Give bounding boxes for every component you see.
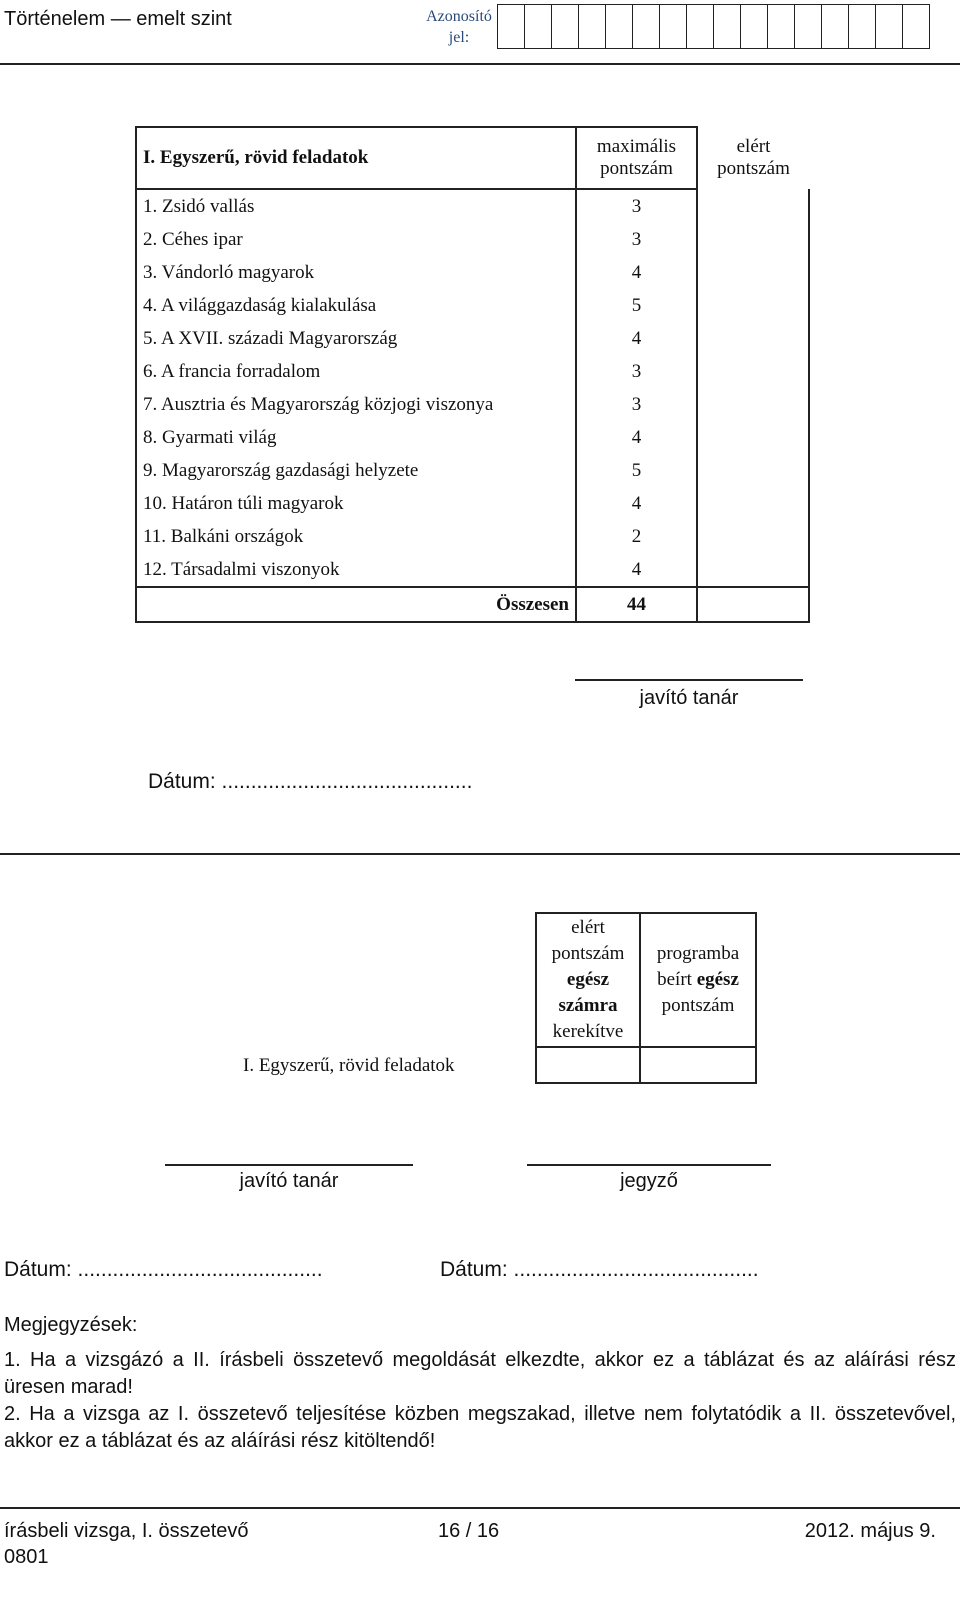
id-box[interactable] xyxy=(659,4,687,49)
footer-left xyxy=(4,1518,249,1570)
task-name: 5. A XVII. századi Magyarország xyxy=(136,322,576,355)
score-table-row xyxy=(136,289,809,322)
task-name: 6. A francia forradalom xyxy=(136,355,576,388)
id-box[interactable] xyxy=(551,4,579,49)
program-score-cell[interactable] xyxy=(640,1047,756,1083)
score-table-row xyxy=(136,487,809,520)
id-box[interactable] xyxy=(578,4,606,49)
total-max-score: 44 xyxy=(576,587,697,622)
task-achieved-score[interactable] xyxy=(697,487,809,520)
program-col-line3: pontszám xyxy=(661,995,735,1016)
task-name: 9. Magyarország gazdasági helyzete xyxy=(136,454,576,487)
task-name: 4. A világgazdaság kialakulása xyxy=(136,289,576,322)
task-max-score: 4 xyxy=(576,322,697,355)
id-boxes xyxy=(498,4,930,49)
score-table-header xyxy=(136,127,809,189)
date-field-notary[interactable]: Dátum: .......................................... xyxy=(440,1258,759,1281)
footer-divider xyxy=(0,1507,960,1509)
id-box[interactable] xyxy=(794,4,822,49)
score-table-row xyxy=(136,223,809,256)
task-max-score: 4 xyxy=(576,421,697,454)
id-box[interactable] xyxy=(902,4,930,49)
task-achieved-score[interactable] xyxy=(697,553,809,587)
col-max-line2: pontszám xyxy=(600,158,673,179)
notes xyxy=(4,1312,956,1455)
footer-date: 2012. május 9. xyxy=(804,1520,936,1542)
task-max-score: 5 xyxy=(576,454,697,487)
date-field[interactable]: Dátum: ........................................... xyxy=(148,770,473,793)
signature-label-notary: jegyző xyxy=(620,1170,678,1192)
col-max-header xyxy=(576,127,697,189)
id-label-line2: jel: xyxy=(448,29,470,46)
notes-heading: Megjegyzések: xyxy=(4,1314,138,1336)
section-title: I. Egyszerű, rövid feladatok xyxy=(136,127,576,189)
task-achieved-score[interactable] xyxy=(697,223,809,256)
task-name: 1. Zsidó vallás xyxy=(136,189,576,223)
col-got-line1: elért xyxy=(736,136,771,157)
score-table-row xyxy=(136,388,809,421)
date-field-teacher[interactable]: Dátum: .......................................... xyxy=(4,1258,323,1281)
signature-line-notary xyxy=(527,1164,771,1166)
rounded-score-cell[interactable] xyxy=(536,1047,640,1083)
score-table-row xyxy=(136,454,809,487)
signature-label-teacher: javító tanár xyxy=(239,1170,339,1192)
task-name: 8. Gyarmati világ xyxy=(136,421,576,454)
task-max-score: 4 xyxy=(576,553,697,587)
total-label: Összesen xyxy=(136,587,576,622)
id-label xyxy=(420,6,498,48)
task-name: 12. Társadalmi viszonyok xyxy=(136,553,576,587)
score-table-row xyxy=(136,421,809,454)
id-box[interactable] xyxy=(632,4,660,49)
col-got-line2: pontszám xyxy=(717,158,790,179)
col-got-header xyxy=(697,127,809,189)
id-box[interactable] xyxy=(713,4,741,49)
footer-page-number: 16 / 16 xyxy=(438,1520,500,1542)
task-name: 3. Vándorló magyarok xyxy=(136,256,576,289)
id-box[interactable] xyxy=(524,4,552,49)
task-achieved-score[interactable] xyxy=(697,421,809,454)
score-table-row xyxy=(136,322,809,355)
id-box[interactable] xyxy=(497,4,525,49)
program-col-line2a: beírt xyxy=(657,969,697,990)
rounded-score-table xyxy=(235,912,757,1084)
task-name: 2. Céhes ipar xyxy=(136,223,576,256)
signature-line-teacher xyxy=(165,1164,413,1166)
page-header-title: Történelem — emelt szint xyxy=(4,8,232,30)
task-name: 7. Ausztria és Magyarország közjogi viszonya xyxy=(136,388,576,421)
rounded-col-line3: egész xyxy=(566,969,610,990)
task-max-score: 4 xyxy=(576,487,697,520)
id-box[interactable] xyxy=(686,4,714,49)
id-box[interactable] xyxy=(740,4,768,49)
id-box[interactable] xyxy=(848,4,876,49)
task-name: 11. Balkáni országok xyxy=(136,520,576,553)
task-max-score: 3 xyxy=(576,223,697,256)
rounded-col-line2: pontszám xyxy=(551,943,625,964)
rounded-col-header xyxy=(536,913,640,1047)
header-divider xyxy=(0,63,960,65)
program-col-line2b: egész xyxy=(696,969,739,990)
program-col-line1: programba xyxy=(656,943,740,964)
task-max-score: 3 xyxy=(576,355,697,388)
id-box[interactable] xyxy=(605,4,633,49)
signature-label: javító tanár xyxy=(639,687,739,709)
id-box[interactable] xyxy=(821,4,849,49)
rounded-col-line5: kerekítve xyxy=(552,1021,624,1042)
task-achieved-score[interactable] xyxy=(697,289,809,322)
footer-code: 0801 xyxy=(4,1546,49,1568)
signature-line xyxy=(575,679,803,681)
score-table-row xyxy=(136,256,809,289)
score-table-total-row xyxy=(136,587,809,622)
task-achieved-score[interactable] xyxy=(697,520,809,553)
task-achieved-score[interactable] xyxy=(697,256,809,289)
rounded-col-line4: számra xyxy=(558,995,618,1016)
note-2: 2. Ha a vizsga az I. összetevő teljesítése közben megszakad, illetve nem folytatódik a II. összetevővel, akkor ez a táblázat és az aláírási rész kitöltendő! xyxy=(4,1403,956,1452)
score-table-row xyxy=(136,553,809,587)
task-max-score: 2 xyxy=(576,520,697,553)
id-label-line1: Azonosító xyxy=(426,8,492,25)
task-achieved-score[interactable] xyxy=(697,355,809,388)
task-achieved-score[interactable] xyxy=(697,388,809,421)
rounded-col-line1: elért xyxy=(571,917,605,938)
task-achieved-score[interactable] xyxy=(697,189,809,223)
total-achieved-score[interactable] xyxy=(697,587,809,622)
task-max-score: 4 xyxy=(576,256,697,289)
footer-exam-label: írásbeli vizsga, I. összetevő xyxy=(4,1520,249,1542)
id-box[interactable] xyxy=(875,4,903,49)
task-max-score: 3 xyxy=(576,189,697,223)
rounded-table-row-label: I. Egyszerű, rövid feladatok xyxy=(243,1055,455,1076)
program-col-header xyxy=(640,913,756,1047)
task-max-score: 5 xyxy=(576,289,697,322)
score-table-row xyxy=(136,189,809,223)
task-max-score: 3 xyxy=(576,388,697,421)
score-table-row xyxy=(136,355,809,388)
score-table-row xyxy=(136,520,809,553)
program-col-line2 xyxy=(642,967,754,993)
section-divider xyxy=(0,853,960,855)
col-max-line1: maximális xyxy=(596,136,677,157)
task-achieved-score[interactable] xyxy=(697,322,809,355)
note-1: 1. Ha a vizsgázó a II. írásbeli összetevő megoldását elkezdte, akkor ez a táblázat és az aláírási rész üresen marad! xyxy=(4,1349,956,1398)
task-achieved-score[interactable] xyxy=(697,454,809,487)
task-name: 10. Határon túli magyarok xyxy=(136,487,576,520)
id-box[interactable] xyxy=(767,4,795,49)
score-table xyxy=(135,126,810,623)
